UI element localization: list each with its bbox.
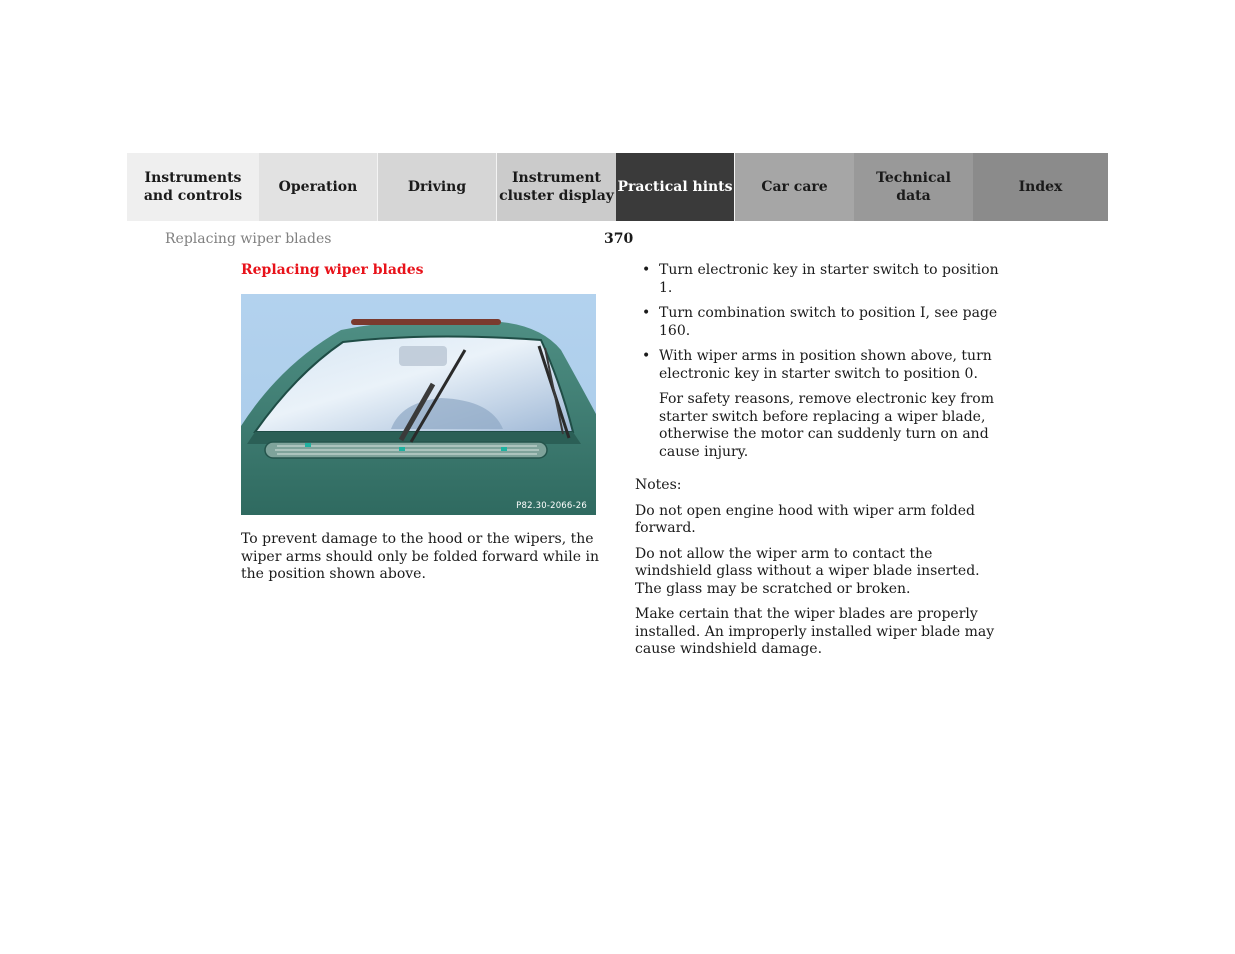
note-item: Do not allow the wiper arm to contact the windshield glass without a wiper blade inserted. The glass may be scratched or broken.	[635, 545, 980, 597]
tab-label: Operation	[278, 179, 358, 195]
running-head: Replacing wiper blades	[165, 231, 332, 247]
tab-index[interactable]	[973, 153, 1108, 221]
windshield-wiper-drawing	[241, 294, 596, 515]
tab-label: Index	[1018, 179, 1063, 195]
instructions-column	[635, 262, 1005, 667]
list-item: • Turn combination switch to position I, see page 160.	[635, 305, 1005, 340]
steps-list	[635, 262, 1005, 383]
tab-label: Instruments and controls	[143, 170, 243, 204]
tab-driving[interactable]	[378, 153, 497, 221]
page-number: 370	[604, 231, 634, 247]
tab-instruments-and-controls[interactable]	[127, 153, 259, 221]
tab-label: Car care	[761, 179, 828, 195]
tab-label: Driving	[407, 179, 467, 195]
notes-heading: Notes:	[635, 477, 682, 493]
figure-code: P82.30-2066-26	[516, 501, 587, 511]
tab-label: Technical data	[876, 170, 951, 204]
tab-technical-data[interactable]	[854, 153, 973, 221]
note-item: Make certain that the wiper blades are properly installed. An improperly installed wiper blade may cause windshield damage.	[635, 606, 995, 657]
list-item: • With wiper arms in position shown above, turn electronic key in starter switch to position 0.	[635, 348, 1005, 383]
wiper-fold-warning: To prevent damage to the hood or the wipers, the wiper arms should only be folded forward while in the position shown above.	[241, 531, 599, 582]
tab-operation[interactable]	[259, 153, 378, 221]
list-item: • Turn electronic key in starter switch to position 1.	[635, 262, 1005, 297]
section-title: Replacing wiper blades	[241, 262, 424, 278]
tab-practical-hints[interactable]	[616, 153, 735, 221]
tab-car-care[interactable]	[735, 153, 854, 221]
chapter-tab-bar	[127, 153, 1108, 221]
tab-label: Instrument cluster display	[499, 170, 614, 204]
tab-label: Practical hints	[617, 179, 733, 195]
safety-note: For safety reasons, remove electronic key from starter switch before replacing a wiper blade, otherwise the motor can suddenly turn on and cause injury.	[659, 391, 994, 460]
windshield-wiper-illustration	[241, 294, 596, 515]
note-item: Do not open engine hood with wiper arm folded forward.	[635, 502, 976, 536]
tab-instrument-cluster-display[interactable]	[497, 153, 616, 221]
